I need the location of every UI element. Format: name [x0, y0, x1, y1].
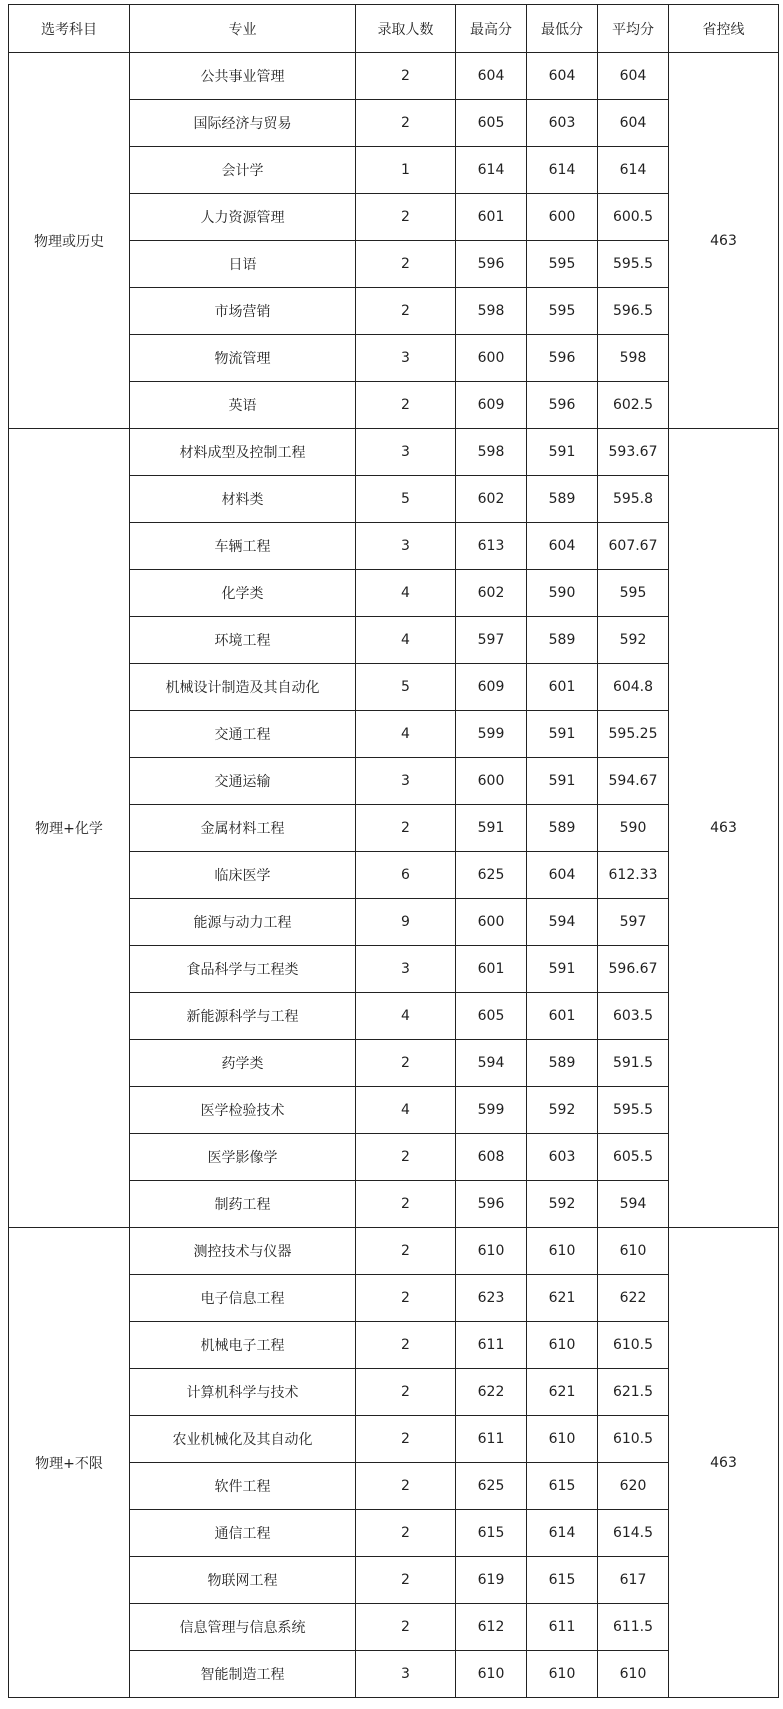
admitted-cell: 2: [356, 1557, 456, 1604]
max-score-cell: 625: [456, 1463, 527, 1510]
min-score-cell: 610: [527, 1651, 598, 1698]
header-min: 最低分: [527, 5, 598, 53]
avg-score-cell: 595.5: [598, 1087, 669, 1134]
major-cell: 国际经济与贸易: [130, 100, 356, 147]
major-cell: 机械电子工程: [130, 1322, 356, 1369]
min-score-cell: 610: [527, 1228, 598, 1275]
max-score-cell: 623: [456, 1275, 527, 1322]
max-score-cell: 600: [456, 899, 527, 946]
major-cell: 交通运输: [130, 758, 356, 805]
max-score-cell: 601: [456, 194, 527, 241]
avg-score-cell: 610.5: [598, 1322, 669, 1369]
max-score-cell: 609: [456, 664, 527, 711]
max-score-cell: 596: [456, 1181, 527, 1228]
min-score-cell: 604: [527, 852, 598, 899]
admitted-cell: 3: [356, 946, 456, 993]
min-score-cell: 589: [527, 617, 598, 664]
admitted-cell: 3: [356, 1651, 456, 1698]
admitted-cell: 2: [356, 1510, 456, 1557]
avg-score-cell: 604: [598, 53, 669, 100]
major-cell: 化学类: [130, 570, 356, 617]
admitted-cell: 3: [356, 758, 456, 805]
admitted-cell: 5: [356, 664, 456, 711]
max-score-cell: 610: [456, 1651, 527, 1698]
min-score-cell: 591: [527, 946, 598, 993]
max-score-cell: 611: [456, 1322, 527, 1369]
avg-score-cell: 604.8: [598, 664, 669, 711]
min-score-cell: 591: [527, 758, 598, 805]
major-cell: 机械设计制造及其自动化: [130, 664, 356, 711]
min-score-cell: 604: [527, 53, 598, 100]
avg-score-cell: 621.5: [598, 1369, 669, 1416]
min-score-cell: 614: [527, 147, 598, 194]
avg-score-cell: 595.5: [598, 241, 669, 288]
max-score-cell: 614: [456, 147, 527, 194]
min-score-cell: 604: [527, 523, 598, 570]
min-score-cell: 601: [527, 993, 598, 1040]
avg-score-cell: 610: [598, 1228, 669, 1275]
header-max: 最高分: [456, 5, 527, 53]
max-score-cell: 601: [456, 946, 527, 993]
min-score-cell: 601: [527, 664, 598, 711]
admitted-cell: 2: [356, 805, 456, 852]
avg-score-cell: 614: [598, 147, 669, 194]
avg-score-cell: 620: [598, 1463, 669, 1510]
admitted-cell: 2: [356, 1134, 456, 1181]
max-score-cell: 610: [456, 1228, 527, 1275]
major-cell: 会计学: [130, 147, 356, 194]
min-score-cell: 595: [527, 288, 598, 335]
admitted-cell: 2: [356, 1275, 456, 1322]
max-score-cell: 613: [456, 523, 527, 570]
major-cell: 人力资源管理: [130, 194, 356, 241]
control-line-cell: 463: [669, 53, 779, 429]
header-major: 专业: [130, 5, 356, 53]
max-score-cell: 612: [456, 1604, 527, 1651]
major-cell: 计算机科学与技术: [130, 1369, 356, 1416]
major-cell: 物流管理: [130, 335, 356, 382]
avg-score-cell: 605.5: [598, 1134, 669, 1181]
header-row: [9, 5, 779, 53]
min-score-cell: 592: [527, 1181, 598, 1228]
major-cell: 测控技术与仪器: [130, 1228, 356, 1275]
admitted-cell: 4: [356, 711, 456, 758]
header-avg: 平均分: [598, 5, 669, 53]
admitted-cell: 2: [356, 53, 456, 100]
admitted-cell: 2: [356, 1181, 456, 1228]
admitted-cell: 2: [356, 1416, 456, 1463]
admitted-cell: 2: [356, 1322, 456, 1369]
min-score-cell: 589: [527, 1040, 598, 1087]
major-cell: 车辆工程: [130, 523, 356, 570]
avg-score-cell: 607.67: [598, 523, 669, 570]
max-score-cell: 591: [456, 805, 527, 852]
table-row: [9, 429, 779, 476]
major-cell: 材料成型及控制工程: [130, 429, 356, 476]
admitted-cell: 2: [356, 100, 456, 147]
header-subject: 选考科目: [9, 5, 130, 53]
admitted-cell: 3: [356, 523, 456, 570]
min-score-cell: 590: [527, 570, 598, 617]
major-cell: 能源与动力工程: [130, 899, 356, 946]
avg-score-cell: 610.5: [598, 1416, 669, 1463]
admitted-cell: 2: [356, 1604, 456, 1651]
avg-score-cell: 594: [598, 1181, 669, 1228]
major-cell: 市场营销: [130, 288, 356, 335]
major-cell: 日语: [130, 241, 356, 288]
major-cell: 新能源科学与工程: [130, 993, 356, 1040]
admitted-cell: 9: [356, 899, 456, 946]
max-score-cell: 598: [456, 429, 527, 476]
admitted-cell: 2: [356, 1228, 456, 1275]
major-cell: 制药工程: [130, 1181, 356, 1228]
admitted-cell: 3: [356, 429, 456, 476]
header-admitted: 录取人数: [356, 5, 456, 53]
max-score-cell: 622: [456, 1369, 527, 1416]
min-score-cell: 615: [527, 1463, 598, 1510]
subject-cell: 物理+不限: [9, 1228, 130, 1698]
max-score-cell: 619: [456, 1557, 527, 1604]
min-score-cell: 595: [527, 241, 598, 288]
avg-score-cell: 593.67: [598, 429, 669, 476]
min-score-cell: 614: [527, 1510, 598, 1557]
subject-cell: 物理或历史: [9, 53, 130, 429]
min-score-cell: 615: [527, 1557, 598, 1604]
min-score-cell: 611: [527, 1604, 598, 1651]
admitted-cell: 4: [356, 993, 456, 1040]
min-score-cell: 603: [527, 100, 598, 147]
max-score-cell: 597: [456, 617, 527, 664]
avg-score-cell: 610: [598, 1651, 669, 1698]
avg-score-cell: 591.5: [598, 1040, 669, 1087]
admitted-cell: 4: [356, 1087, 456, 1134]
min-score-cell: 603: [527, 1134, 598, 1181]
table-row: [9, 1228, 779, 1275]
major-cell: 农业机械化及其自动化: [130, 1416, 356, 1463]
avg-score-cell: 590: [598, 805, 669, 852]
min-score-cell: 596: [527, 382, 598, 429]
major-cell: 交通工程: [130, 711, 356, 758]
avg-score-cell: 596.5: [598, 288, 669, 335]
major-cell: 信息管理与信息系统: [130, 1604, 356, 1651]
major-cell: 公共事业管理: [130, 53, 356, 100]
table-row: [9, 53, 779, 100]
avg-score-cell: 595.8: [598, 476, 669, 523]
admitted-cell: 5: [356, 476, 456, 523]
min-score-cell: 596: [527, 335, 598, 382]
max-score-cell: 615: [456, 1510, 527, 1557]
min-score-cell: 610: [527, 1416, 598, 1463]
major-cell: 物联网工程: [130, 1557, 356, 1604]
major-cell: 医学影像学: [130, 1134, 356, 1181]
avg-score-cell: 602.5: [598, 382, 669, 429]
avg-score-cell: 612.33: [598, 852, 669, 899]
major-cell: 英语: [130, 382, 356, 429]
min-score-cell: 594: [527, 899, 598, 946]
admission-scores-table: [8, 4, 779, 1698]
max-score-cell: 599: [456, 711, 527, 758]
admitted-cell: 2: [356, 1369, 456, 1416]
min-score-cell: 591: [527, 711, 598, 758]
max-score-cell: 600: [456, 335, 527, 382]
min-score-cell: 621: [527, 1369, 598, 1416]
control-line-cell: 463: [669, 429, 779, 1228]
min-score-cell: 591: [527, 429, 598, 476]
max-score-cell: 625: [456, 852, 527, 899]
min-score-cell: 621: [527, 1275, 598, 1322]
min-score-cell: 600: [527, 194, 598, 241]
avg-score-cell: 600.5: [598, 194, 669, 241]
max-score-cell: 604: [456, 53, 527, 100]
admitted-cell: 2: [356, 288, 456, 335]
min-score-cell: 610: [527, 1322, 598, 1369]
avg-score-cell: 598: [598, 335, 669, 382]
admitted-cell: 2: [356, 1040, 456, 1087]
max-score-cell: 596: [456, 241, 527, 288]
subject-cell: 物理+化学: [9, 429, 130, 1228]
avg-score-cell: 595: [598, 570, 669, 617]
admitted-cell: 2: [356, 1463, 456, 1510]
admitted-cell: 6: [356, 852, 456, 899]
major-cell: 通信工程: [130, 1510, 356, 1557]
admitted-cell: 4: [356, 617, 456, 664]
avg-score-cell: 595.25: [598, 711, 669, 758]
major-cell: 环境工程: [130, 617, 356, 664]
major-cell: 金属材料工程: [130, 805, 356, 852]
admitted-cell: 1: [356, 147, 456, 194]
max-score-cell: 611: [456, 1416, 527, 1463]
max-score-cell: 605: [456, 100, 527, 147]
max-score-cell: 608: [456, 1134, 527, 1181]
max-score-cell: 602: [456, 570, 527, 617]
major-cell: 临床医学: [130, 852, 356, 899]
min-score-cell: 589: [527, 805, 598, 852]
admitted-cell: 2: [356, 194, 456, 241]
avg-score-cell: 617: [598, 1557, 669, 1604]
max-score-cell: 602: [456, 476, 527, 523]
max-score-cell: 600: [456, 758, 527, 805]
major-cell: 软件工程: [130, 1463, 356, 1510]
max-score-cell: 605: [456, 993, 527, 1040]
min-score-cell: 592: [527, 1087, 598, 1134]
avg-score-cell: 622: [598, 1275, 669, 1322]
max-score-cell: 609: [456, 382, 527, 429]
major-cell: 电子信息工程: [130, 1275, 356, 1322]
control-line-cell: 463: [669, 1228, 779, 1698]
avg-score-cell: 597: [598, 899, 669, 946]
avg-score-cell: 603.5: [598, 993, 669, 1040]
header-control-line: 省控线: [669, 5, 779, 53]
max-score-cell: 594: [456, 1040, 527, 1087]
major-cell: 药学类: [130, 1040, 356, 1087]
avg-score-cell: 594.67: [598, 758, 669, 805]
admitted-cell: 3: [356, 335, 456, 382]
max-score-cell: 599: [456, 1087, 527, 1134]
admitted-cell: 4: [356, 570, 456, 617]
major-cell: 食品科学与工程类: [130, 946, 356, 993]
avg-score-cell: 604: [598, 100, 669, 147]
major-cell: 医学检验技术: [130, 1087, 356, 1134]
avg-score-cell: 611.5: [598, 1604, 669, 1651]
admitted-cell: 2: [356, 241, 456, 288]
major-cell: 材料类: [130, 476, 356, 523]
min-score-cell: 589: [527, 476, 598, 523]
major-cell: 智能制造工程: [130, 1651, 356, 1698]
avg-score-cell: 592: [598, 617, 669, 664]
admitted-cell: 2: [356, 382, 456, 429]
max-score-cell: 598: [456, 288, 527, 335]
avg-score-cell: 614.5: [598, 1510, 669, 1557]
avg-score-cell: 596.67: [598, 946, 669, 993]
